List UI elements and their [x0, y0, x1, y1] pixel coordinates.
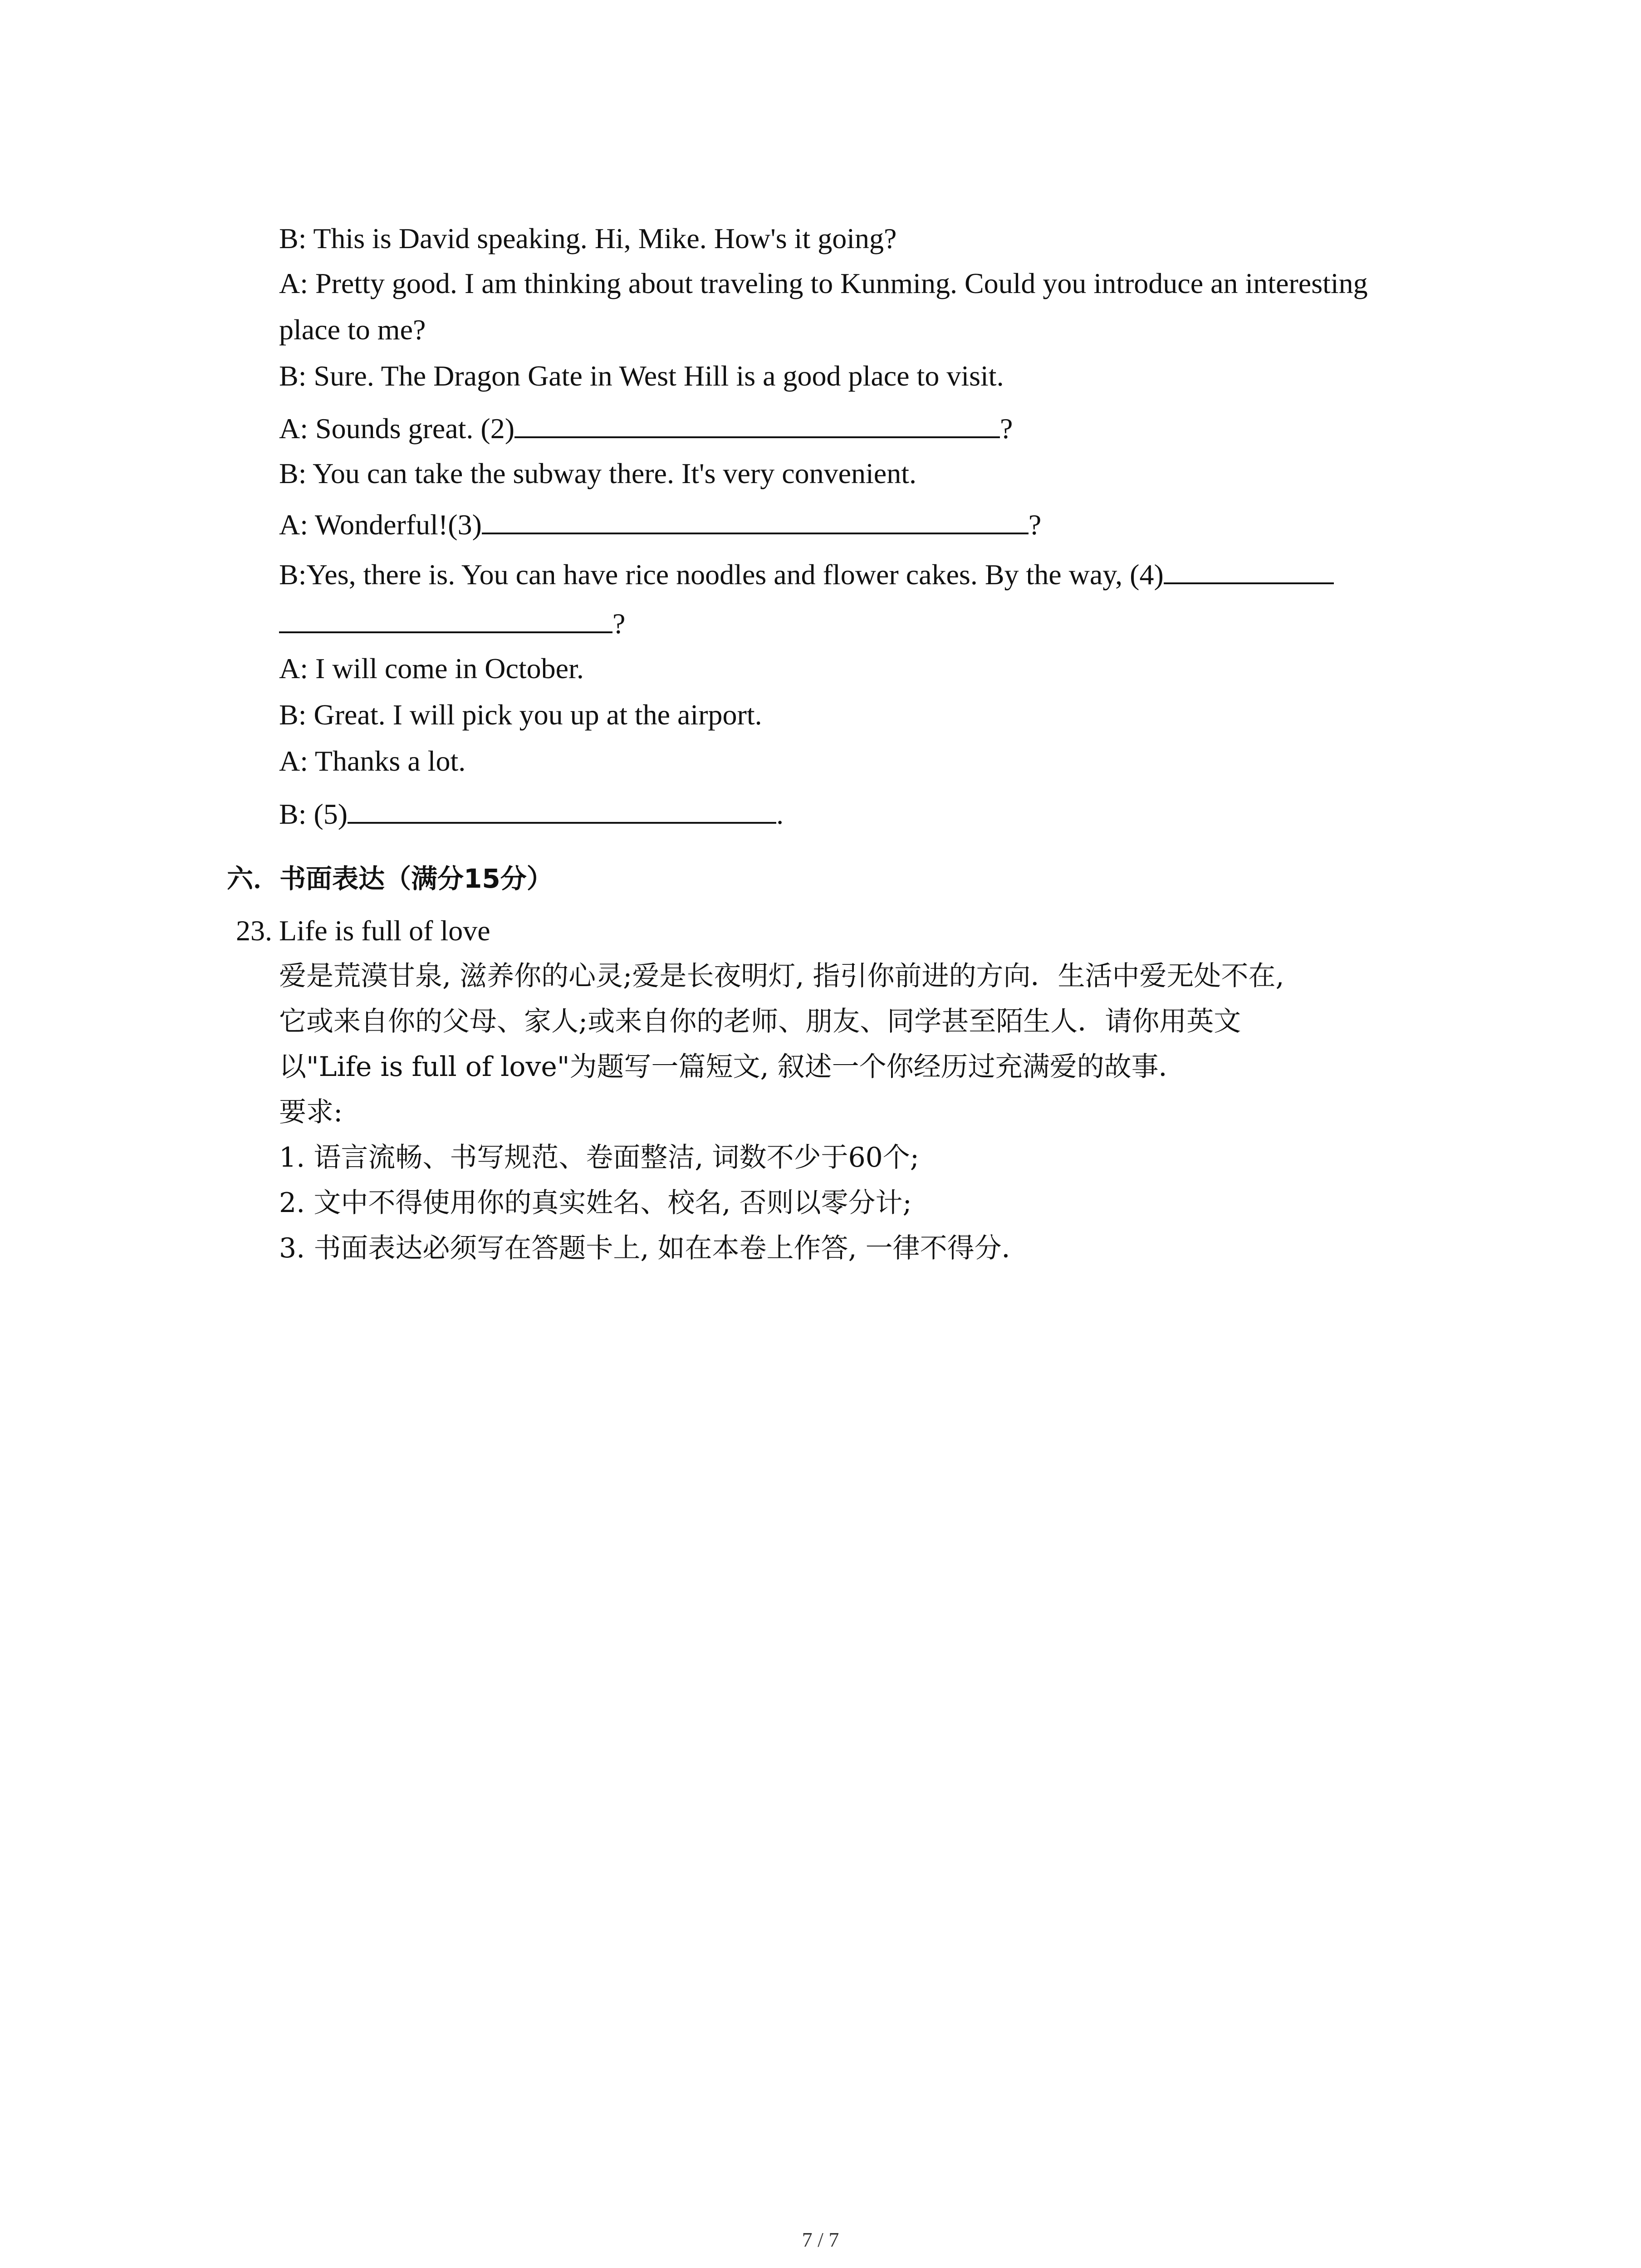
dialogue-line-6: B: You can take the subway there. It's very convenient. [279, 457, 916, 489]
answer-blank-4-part1[interactable] [1164, 554, 1334, 584]
prompt-line-2: 它或来自你的父母、家人;或来自你的老师、朋友、同学甚至陌生人．请你用英文 [279, 1006, 1241, 1037]
dialogue-line-4: B: Sure. The Dragon Gate in West Hill is a good place to visit. [279, 360, 1004, 392]
dialogue-line-13-end: . [776, 798, 784, 830]
dialogue-line-9 [279, 603, 625, 642]
dialogue-line-10: A: I will come in October. [279, 652, 584, 684]
page-number: 7 / 7 [802, 2228, 839, 2251]
dialogue-line-1: B: This is David speaking. Hi, Mike. How's it going? [279, 222, 897, 254]
question-title: Life is full of love [279, 914, 490, 947]
dialogue-line-7 [279, 504, 1041, 543]
dialogue-line-13-text: B: (5) [279, 798, 348, 830]
dialogue-line-12: A: Thanks a lot. [279, 745, 466, 777]
prompt-line-3: 以"Life is full of love"为题写一篇短文, 叙述一个你经历过充满爱的故事． [279, 1051, 1186, 1083]
dialogue-line-2: A: Pretty good. I am thinking about traveling to Kunming. Could you introduce an interesting [279, 267, 1368, 299]
dialogue-line-5 [279, 408, 1013, 447]
dialogue-line-8 [279, 554, 1334, 593]
dialogue-line-9-end: ? [612, 607, 626, 640]
requirement-2: 2. 文中不得使用你的真实姓名、校名, 否则以零分计; [279, 1187, 912, 1219]
answer-blank-5[interactable] [348, 794, 776, 824]
dialogue-line-8-text: B:Yes, there is. You can have rice noodles and flower cakes. By the way, (4) [279, 558, 1164, 591]
dialogue-line-5-end: ? [1000, 412, 1013, 445]
dialogue-line-3: place to me? [279, 313, 426, 346]
answer-blank-2[interactable] [514, 408, 1000, 438]
requirement-3: 3. 书面表达必须写在答题卡上, 如在本卷上作答, 一律不得分． [279, 1232, 1029, 1264]
question-number: 23. [236, 914, 272, 947]
dialogue-line-5-text: A: Sounds great. (2) [279, 412, 515, 445]
prompt-line-1: 爱是荒漠甘泉, 滋养你的心灵;爱是长夜明灯, 指引你前进的方向．生活中爱无处不在, [279, 960, 1284, 992]
dialogue-line-13 [279, 794, 784, 832]
section-heading: 六．书面表达（满分15分） [227, 863, 553, 894]
answer-blank-3[interactable] [482, 504, 1029, 534]
dialogue-line-7-end: ? [1028, 508, 1042, 541]
dialogue-line-7-text: A: Wonderful!(3) [279, 508, 482, 541]
answer-blank-4-part2[interactable] [279, 603, 612, 633]
dialogue-line-11: B: Great. I will pick you up at the airport. [279, 699, 762, 731]
requirement-1: 1. 语言流畅、书写规范、卷面整洁, 词数不少于60个; [279, 1142, 920, 1173]
requirements-label: 要求: [279, 1096, 343, 1128]
